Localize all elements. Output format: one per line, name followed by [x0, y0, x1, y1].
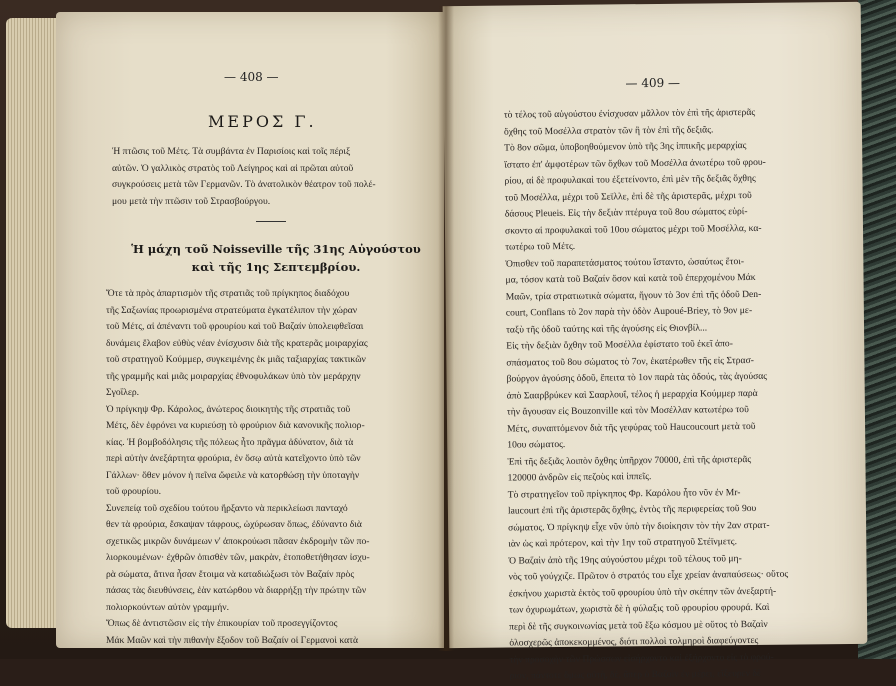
- text-line: ἐσκήνου χωριστὰ ἐκτὸς τοῦ φρουρίου ὑπὸ τὴν σκέπην τῶν ἀνεξαρτή-: [508, 585, 777, 600]
- text-line: δάσους Pleueis. Εἰς τὴν δεξιὰν πτέρυγα τοῦ 8ου σώματος εὑρί-: [504, 206, 748, 220]
- text-line: σκοντο αἱ προφυλακαὶ τοῦ 10ου σώματος μέχρι τοῦ Μοσέλλα, κα-: [504, 222, 762, 237]
- text-line: Γάλλων· ὅθεν μόνον ἡ πεῖνα ὤφειλε νὰ κατορθώσῃ τὴν ὑποταγὴν: [106, 469, 360, 481]
- text-line: Ὀπισθεν τοῦ παραπετάσματος τούτου ἵσταντο, ὡσαύτως ἕτοι-: [505, 255, 745, 270]
- text-line: τωτέρω τοῦ Μέτς.: [505, 240, 576, 253]
- text-line: ρὰ σώματα, ἅτινα ἦσαν ἕτοιμα νὰ καταδιώξωσι τὸν Βαζαίν πρὸς: [106, 568, 355, 580]
- left-page-number: — 408 —: [224, 70, 279, 84]
- right-body-text: [504, 104, 850, 685]
- summary-line: συγκρούσεις μετὰ τῶν Γερμανῶν. Τὸ ἀνατολικὸν θέατρον τοῦ πολέ-: [112, 179, 376, 190]
- text-line: Τὸ στρατηγεῖον τοῦ πρίγκηπος Φρ. Καρόλου ἦτο νῦν ἐν Mr-: [507, 486, 741, 501]
- summary-line: αὐτῶν. Ὁ γαλλικὸς στρατὸς τοῦ Λείγηρος καὶ αἱ πρῶται αὐτοῦ: [112, 162, 354, 174]
- text-line: σχετικῶς μικρῶν δυνάμεων ν' ἀποκρούωσι πᾶσαν ἐκδρομὴν τῶν πο-: [106, 535, 370, 547]
- text-line: βούργον ἀγούσης ὁδοῦ, ἔπειτα τὸ 1ον παρὰ τὰς ὁδούς, τὰς ἀγούσας: [506, 370, 768, 385]
- heading-line: Ἡ μάχη τοῦ Noisseville τῆς 31ης Αὐγούστου: [131, 242, 421, 256]
- text-line: court, Conflans τὸ 2ον παρὰ τὴν ὁδὸν Aupoué-Briey, τὸ 9ον με-: [505, 304, 753, 319]
- text-line: νὸς τοῦ γούγχιζε. Πρῶτον ὁ στρατός του εἶχε χρείαν ἀναπαύσεως· οὕτος: [508, 568, 789, 583]
- text-line: λιορκουμένων· ἐχθρῶν ὀπισθὲν τῶν, μακρὰν, ἐτοποθετήθησαν ἰσχυ-: [106, 552, 370, 563]
- part-summary: [112, 144, 434, 210]
- left-page: [56, 12, 444, 648]
- text-line: Μέτς, δὲν ἐφρόνει να κυριεύσῃ τὸ φρούριον διὰ κανονικῆς πολιορ-: [106, 420, 365, 431]
- text-line: ἵστατο ἐπ' ἀμφοτέρων τῶν ὄχθων τοῦ Μοσέλλα ἀνωτέρω τοῦ φρου-: [504, 156, 766, 171]
- text-line: θεν τὰ φρούρια, ἔσκαψαν τάφρους, ὠχύρωσαν ὅπως, ἐδύναντο διὰ: [106, 519, 362, 530]
- text-line: τὴν ἄγουσαν εἰς Bouzonville καὶ τὸν Μοσέλλαν κατωτέρω τοῦ: [506, 404, 749, 418]
- text-line: τὴν προσοχὴν τῶν Πρώσσων εἰσήρχοντο καὶ ἐξήρχοντο εἰς τὸ φρού-: [509, 651, 774, 666]
- text-line: Μάκ Μαῶν καὶ τὴν πιθανὴν ἔξοδον τοῦ Βαζαίν οἱ Γερμανοὶ κατὰ: [106, 634, 358, 646]
- text-line: Εἰς τὴν δεξιὰν ὄχθην τοῦ Μοσέλλα ἐφίστατο τοῦ ἐκεῖ ἀπο-: [506, 338, 733, 352]
- text-line: σώματος. Ὁ πρίγκηψ εἶχε νῦν ὑπὸ τὴν διοίκησιν τὸν τὴν 2αν στρατ-: [508, 519, 770, 534]
- text-line: 10ου σώματος.: [507, 438, 566, 451]
- text-line: ριον, πάντοτε ὅμως αὐτὴ, δὲ, ἄπερ ὁ Βαζαὶν ἐν μέρει, εἴξευρεν δὲ: [509, 667, 761, 682]
- text-line: περὶ δὲ τῆς συγκοινωνίας μετὰ τοῦ ἔξω κόσμου μὲ οὕτος τὸ Βαζαὶν: [509, 618, 768, 633]
- text-line: τοῦ στρατηγοῦ Κούμμερ, συγκειμένης ἐκ μιᾶς ταξιαρχίας τακτικῶν: [106, 354, 366, 365]
- section-divider: [256, 221, 286, 222]
- text-line: ιὰν ὡς καὶ πρότερον, καὶ τὴν 1ην τοῦ στρατηγοῦ Στέϊνμετς.: [508, 536, 738, 550]
- text-line: ὄχθης τοῦ Μοσέλλα στρατὸν τῶν ἢ τὸν ἐπὶ τῆς δεξιᾶς.: [503, 123, 714, 138]
- text-line: Ὁ πρίγκηψ Φρ. Κάρολος, ἀνώτερος διοικητὴς τῆς στρατιᾶς τοῦ: [106, 403, 351, 415]
- text-line: σπάσματος τοῦ 8ου σώματος τὸ 7ον, ἑκατέρωθεν τῆς εἰς Στρασ-: [506, 354, 754, 369]
- text-line: Μαῶν, τρία στρατιωτικὰ σώματα, ἤγουν τὸ 3ον ἐπὶ τῆς ὁδοῦ Den-: [505, 288, 762, 303]
- text-line: πάσας τὰς διευθύνσεις, ἐὰν κατώρθου νὰ διαρρήξῃ τὴν πρώτην τῶν: [106, 585, 367, 596]
- text-line: μα, τόσον κατὰ τοῦ Βαζαίν ὅσον καὶ κατὰ τοῦ ἐπερχομένου Μάκ: [505, 271, 756, 286]
- text-line: Τὸ 8ον σῶμα, ὑποβοηθούμενον ὑπὸ τῆς 3ης ἱππικῆς μεραρχίας: [504, 140, 747, 154]
- left-body-text: [106, 286, 436, 649]
- right-page-number: — 409 —: [625, 75, 681, 91]
- right-page: [443, 2, 868, 682]
- part-title: ΜΕΡΟΣ Γ.: [208, 112, 317, 131]
- text-line: ρίου, αἱ δὲ προφυλακαὶ του ἐξετείνοντο, ἐπὶ μὲν τῆς δεξιᾶς ὄχθης: [504, 172, 756, 187]
- section-heading: [116, 240, 436, 276]
- text-line: τοῦ Μέτς, αἱ ἀπέναντι τοῦ φρουρίου καὶ τοῦ Βαζαίν ὑπολειφθεῖσαι: [106, 321, 364, 332]
- text-line: ἀπὸ Σααρβρύκεν καὶ Σααρλουΐ, τέλος ἡ μεραρχία Κούμμερ παρὰ: [506, 387, 758, 402]
- text-line: πολιορκούντων αὐτὸν γραμμήν.: [106, 601, 230, 613]
- text-line: Ὁ Βαζαὶν ἀπὸ τῆς 19ης αὐγούστου μέχρι τοῦ τέλους τοῦ μη-: [508, 552, 742, 567]
- text-line: τοῦ Μοσέλλα, μέχρι τοῦ Σεϊλλε, ἐπὶ δὲ τῆς ἀριστερᾶς, μέχρι τοῦ: [504, 189, 752, 204]
- book-gutter-shadow: [438, 6, 454, 651]
- text-line: Ὅπως δὲ ἀντιστῶσιν εἰς τὴν ἐπικουρίαν τοῦ προσεγγίζοντος: [106, 618, 338, 629]
- text-line: τοῦ φρουρίου.: [106, 486, 161, 497]
- text-line: 120000 ἀνδρῶν εἰς πεζοὺς καὶ ἱππεῖς.: [507, 471, 652, 484]
- text-line: Μέτς, συναπτόμενον διὰ τῆς γεφύρας τοῦ Haucoucourt μετὰ τοῦ: [507, 420, 756, 435]
- text-line: Ὅτε τὰ πρὸς ἀπαρτισμὸν τῆς στρατιᾶς τοῦ πρίγκηπος διαδόχου: [106, 288, 350, 299]
- text-line: τῆς Σαξωνίας προωρισμένα στρατεύματα ἐγκατέλιπον τὴν χώραν: [106, 304, 358, 316]
- heading-line: καὶ τῆς 1ης Σεπτεμβρίου.: [191, 260, 361, 274]
- text-line: Ἐπὶ τῆς δεξιᾶς λοιπὸν ὄχθης ὑπῆρχον 70000, ἐπὶ τῆς ἀριστερᾶς: [507, 453, 752, 468]
- text-line: των ὀχυρωμάτων, χωριστὰ δὲ ἡ φύλαξις τοῦ φρουρίου φρουρά. Καὶ: [508, 601, 770, 616]
- text-line: τῆς γραμμῆς καὶ μιᾶς μοιραρχίας ἐθνοφυλάκων ὑπὸ τὸν μεράρχην: [106, 370, 361, 382]
- text-line: τὸ τέλος τοῦ αὐγούστου ἐνίσχυσαν μᾶλλον τὸν ἐπὶ τῆς ἀριστερᾶς: [503, 106, 756, 121]
- text-line: δυνάμεις ἔλαβον εὐθὺς νέαν ἐνίσχυσιν διὰ τῆς κρατερᾶς μοιραρχίας: [106, 337, 368, 349]
- text-line: Σγοΐλερ.: [106, 387, 140, 398]
- text-line: laucourt ἐπὶ τῆς ἀριστερᾶς ὄχθης, ἐντὸς τῆς περιφερείας τοῦ 9ου: [507, 502, 757, 517]
- summary-line: Ἡ πτῶσις τοῦ Μέτς. Τὰ συμβάντα ἐν Παρισίοις καὶ τοῖς πέριξ: [112, 146, 351, 157]
- summary-line: μου μετὰ τὴν πτῶσιν τοῦ Στρασβούργου.: [112, 195, 271, 207]
- text-line: κίας. Ἡ βομβοδόλησις τῆς πόλεως ἦτο πρᾶγμα ἀδύνατον, διὰ τὰ: [106, 436, 354, 448]
- text-line: ὀλοσχερῶς ἀποκεκομμένος, διότι πολλοὶ τολμηροὶ διαφεύγοντες: [509, 634, 759, 649]
- text-line: περὶ αὐτὴν ἀνεξάρτητα φρούρια, ἐν ὅσῳ αὐτὰ κατεῖχοντο ὑπὸ τῶν: [106, 453, 361, 464]
- text-line: Συνεπείᾳ τοῦ σχεδίου τούτου ἤρξαντο νὰ περικλείωσι πανταχό: [106, 502, 348, 514]
- text-line: ταξὺ τῆς ὁδοῦ ταύτης καὶ τῆς ἀγούσης εἰς Θιονβίλ...: [505, 321, 708, 336]
